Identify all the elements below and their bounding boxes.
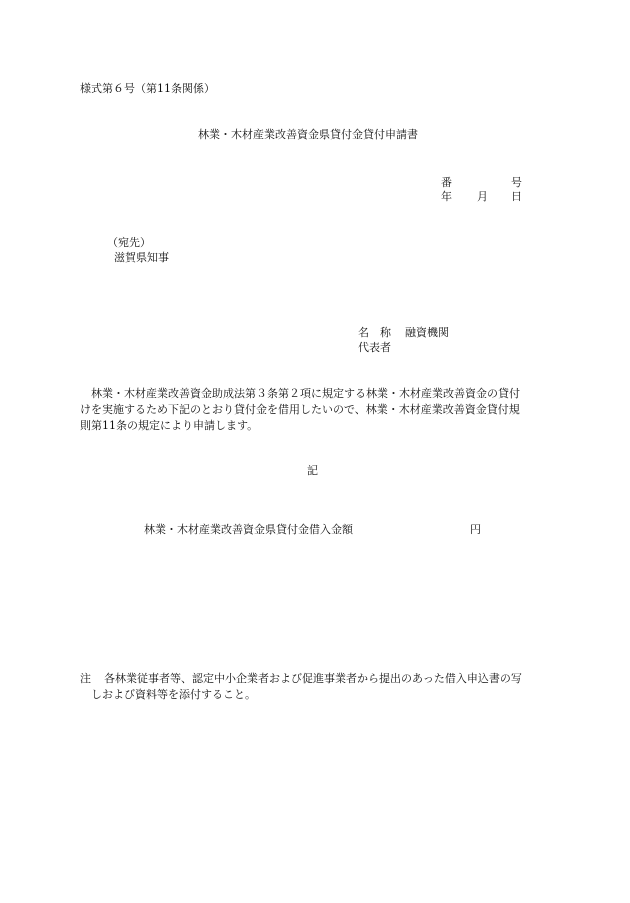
date-year-label: 年 <box>441 190 452 203</box>
loan-amount-label: 林業・木材産業改善資金県貸付金借入金額 <box>144 523 353 536</box>
body-line-2: けを実施するため下記のとおり貸付金を借用したいので、林業・木材産業改善資金貸付規 <box>80 403 520 416</box>
ki-heading: 記 <box>307 464 318 477</box>
body-line-3: 則第11条の規定により申請します。 <box>80 419 259 432</box>
addressee-label: （宛先） <box>107 236 151 249</box>
loan-amount-unit: 円 <box>470 523 481 536</box>
note-label: 注 <box>80 672 91 685</box>
document-title: 林業・木材産業改善資金県貸付金貸付申請書 <box>198 128 418 141</box>
reference-number-label: 番 <box>441 176 452 189</box>
applicant-name-value: 融資機関 <box>405 326 449 339</box>
body-line-1: 林業・木材産業改善資金助成法第３条第２項に規定する林業・木材産業改善資金の貸付 <box>80 387 520 400</box>
applicant-representative-label: 代表者 <box>358 341 391 354</box>
date-day-label: 日 <box>511 190 522 203</box>
applicant-name-label: 名 称 <box>358 326 391 339</box>
date-month-label: 月 <box>477 190 488 203</box>
reference-number-suffix: 号 <box>511 176 522 189</box>
note-line-2: しおよび資料等を添付すること。 <box>91 688 256 701</box>
addressee-name: 滋賀県知事 <box>114 251 169 264</box>
form-number: 様式第６号（第11条関係） <box>80 82 215 95</box>
application-body-text <box>80 386 552 434</box>
note-line-1: 各林業従事者等、認定中小企業者および促進事業者から提出のあった借入申込書の写 <box>104 672 522 685</box>
